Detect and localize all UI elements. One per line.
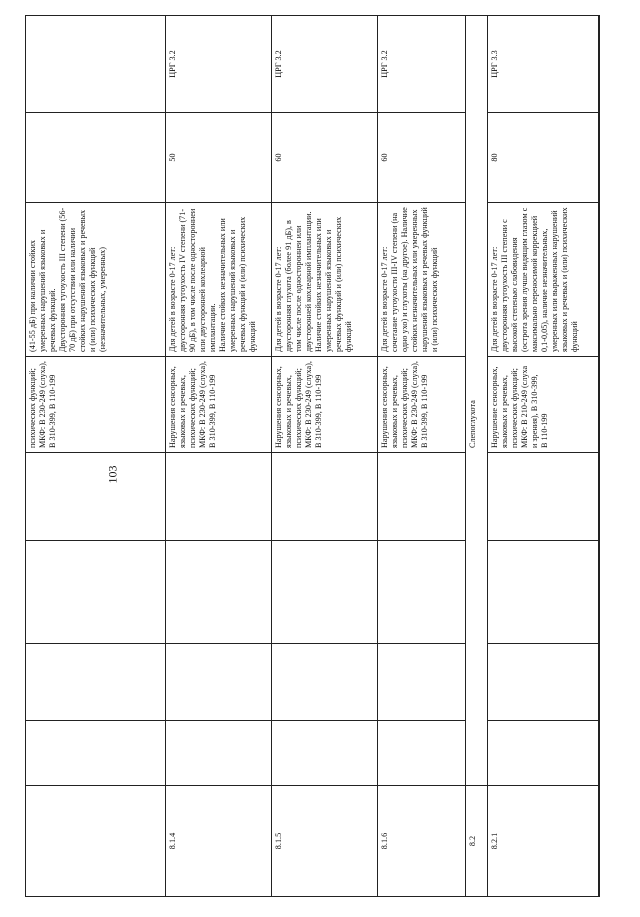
cell-empty [487,452,599,540]
cell-nosology: Нарушения сенсорных, языковых и речевых, психических функций; МКФ: В 230-249 (слуха), В 310-399, В 110-199 [271,356,377,452]
cell-number: 8.1.5 [271,785,377,897]
cell-number: 8.2.1 [487,785,599,897]
cell-empty [25,720,165,785]
cell-empty [377,720,465,785]
table-row [25,15,166,897]
cell-criteria: (41-55 дБ) при наличии стойких умеренных нарушений языковых и речевых функций. Двусторонняя тугоухость III степени (56-70 дБ) при отсутствии или наличии стойких нарушений языковых и речевых и (или) психических функций (незначительных, умеренных) [25,202,165,356]
cell-empty [377,540,465,643]
cell-empty [25,643,165,720]
cell-number [25,785,165,897]
cell-group: ЦРГ 3.3 [487,15,599,112]
cell-criteria: Для детей в возрасте 0-17 лет: двусторонняя тугоухость IV степени (71-90 дБ), в том числе после одностороннеи или двусторонней кохлеарной имплантации. Наличие стойких незначительных или умеренных нарушений языковых и речевых функций и (или) психических функций [165,202,271,356]
cell-empty [487,540,599,643]
cell-percent: 60 [271,112,377,202]
cell-empty [165,720,271,785]
cell-empty [165,540,271,643]
cell-nosology: психических функций; МКФ: В 230-249 (слуха), В 310-399, В 110-199 [25,356,165,452]
cell-empty [165,643,271,720]
section-title: Слепоглухота [468,400,477,448]
cell-nosology: Нарушение сенсорных, языковых и речевых, психических функций; МКФ: В 210-249 (слуха и зрения), В 310-399, В 110-199 [487,356,599,452]
table-row [487,15,600,897]
cell-empty [377,643,465,720]
cell-empty [271,643,377,720]
cell-empty [271,452,377,540]
cell-group: ЦРГ 3.2 [165,15,271,112]
cell-number: 8.1.6 [377,785,465,897]
cell-empty [487,720,599,785]
table-row [377,15,466,897]
cell-percent: 50 [165,112,271,202]
cell-percent: 80 [487,112,599,202]
cell-nosology: Нарушения сенсорных, языковых и речевых, психических функций; МКФ: В 230-249 (слуха), В 310-399, В 110-199 [377,356,465,452]
document-table [25,15,599,897]
cell-empty [377,452,465,540]
cell-group: ЦРГ 3.2 [271,15,377,112]
cell-nosology: Нарушения сенсорных, языковых и речевых, психических функций; МКФ: В 230-249 (слуха), В 310-399, В 110-199 [165,356,271,452]
section-row [465,15,488,897]
cell-empty [487,643,599,720]
table-row [165,15,272,897]
section-number: 8.2 [465,785,487,897]
page-number: 103 [105,465,120,484]
cell-empty [271,540,377,643]
cell-percent [25,112,165,202]
cell-empty [25,540,165,643]
cell-criteria: Для детей в возрасте 0-17 лет: двусторонняя глухота (более 91 дБ), в том числе после одностороннеи или двусторонней кохлеарной имплантации. Наличие стойких незначительных или умеренных нарушений языковых и речевых функций и (или) психических функций [271,202,377,356]
table-row [271,15,378,897]
cell-percent: 60 [377,112,465,202]
table-body [25,15,599,897]
cell-empty [165,452,271,540]
cell-number: 8.1.4 [165,785,271,897]
cell-criteria: Для детей в возрасте 0-17 лет: двусторонняя тугоухость III степени с высокой степенью слабовидения (острота зрения лучше видящим глазом с максимально переносимой коррекцией 0,1-0,05), наличие незначительных, умеренных или выраженных нарушений языковых и речевых и (или) психических функций [487,202,599,356]
cell-group [25,15,165,112]
cell-criteria: Для детей в возрасте 0-17 лет: сочетание тугоухости III-IV степени (на одно ухо) и глухоты (на другое). Наличие стойких незначительных или умеренных нарушений языковых и речевых функций и (или) психических функций [377,202,465,356]
cell-group: ЦРГ 3.2 [377,15,465,112]
cell-empty [271,720,377,785]
cell-empty [25,452,165,540]
